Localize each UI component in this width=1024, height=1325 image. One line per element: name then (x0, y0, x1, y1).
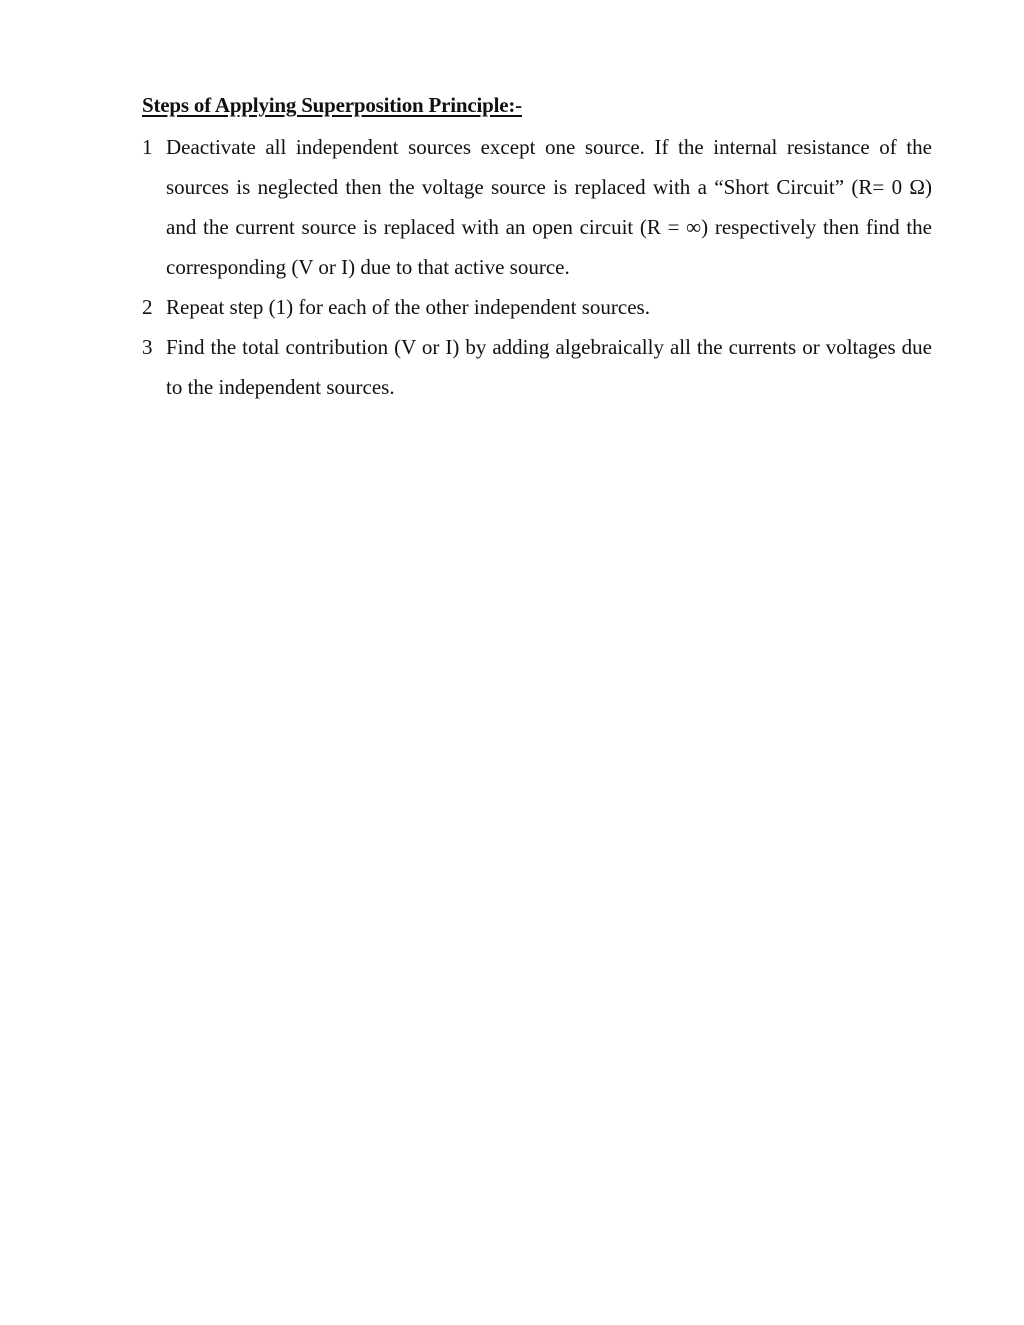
step-text: Repeat step (1) for each of the other independent sources. (166, 295, 650, 319)
step-number: 1 (142, 135, 153, 159)
step-text: Find the total contribution (V or I) by adding algebraically all the currents or voltages due to the independent sources. (166, 335, 932, 399)
step-number: 2 (142, 295, 153, 319)
list-item-step-2 (142, 287, 932, 327)
section-heading: Steps of Applying Superposition Principle:- (142, 93, 522, 117)
list-item-step-3 (142, 327, 932, 407)
steps-list (142, 127, 932, 407)
step-number: 3 (142, 335, 153, 359)
list-item-step-1 (142, 127, 932, 287)
step-text: Deactivate all independent sources except one source. If the internal resistance of the sources is neglected then the voltage source is replaced with a “Short Circuit” (R= 0 Ω) and the current source is replaced with an open circuit (R = ∞) respectively then find the corresponding (V or I) due to that active source. (166, 135, 932, 279)
